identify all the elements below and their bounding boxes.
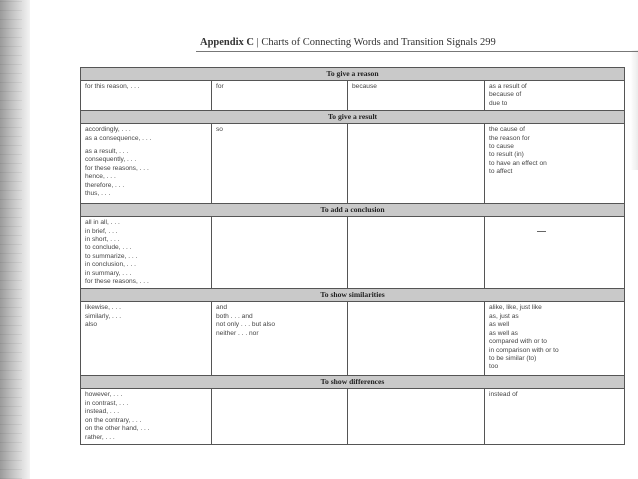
transition-signals-cell xyxy=(81,81,212,111)
list-item: in brief, . . . xyxy=(85,227,118,235)
subordinators-cell xyxy=(348,81,485,111)
appendix-label: Appendix C xyxy=(200,37,254,48)
coordinators-cell xyxy=(212,389,348,444)
list-item: and xyxy=(216,304,228,312)
section-heading-row xyxy=(81,111,625,124)
list-item: instead, . . . xyxy=(85,408,120,416)
list-item: to affect xyxy=(489,168,513,176)
section-heading: To give a result xyxy=(81,111,625,124)
list-item: as a result, . . . xyxy=(85,148,129,156)
list-item: thus, . . . xyxy=(85,190,111,198)
list-item: too xyxy=(489,363,499,371)
page-header xyxy=(200,37,638,51)
coordinators-cell xyxy=(212,124,348,204)
list-item: similarly, . . . xyxy=(85,312,122,320)
list-item: also xyxy=(85,321,98,329)
list-item: to result (in) xyxy=(489,151,524,159)
list-item: for this reason, . . . xyxy=(85,83,140,90)
list-item: to conclude, . . . xyxy=(85,244,132,252)
coordinators-cell xyxy=(212,217,348,289)
section-body-row xyxy=(81,217,625,289)
list-item: not only . . . but also xyxy=(216,321,276,329)
list-item: in comparison with or to xyxy=(489,346,559,354)
list-item: as a consequence, . . . xyxy=(85,134,152,142)
list-item: in summary, . . . xyxy=(85,269,132,277)
list-item: hence, . . . xyxy=(85,173,116,181)
list-item: alike, like, just like xyxy=(489,304,542,312)
section-body-row xyxy=(81,124,625,204)
book-page-edges xyxy=(0,0,22,479)
list-item: as a result of xyxy=(489,83,527,90)
list-item: as well xyxy=(489,321,510,329)
list-item: accordingly, . . . xyxy=(85,126,131,134)
others-cell xyxy=(485,81,625,111)
section-body-row xyxy=(81,389,625,444)
list-item: in contrast, . . . xyxy=(85,399,129,407)
header-rule xyxy=(196,51,638,52)
connecting-words-table xyxy=(80,67,625,445)
list-item: the reason for xyxy=(489,134,530,142)
transition-signals-cell xyxy=(81,217,212,289)
section-heading-row xyxy=(81,376,625,389)
subordinators-cell xyxy=(348,217,485,289)
list-item: to cause xyxy=(489,143,514,151)
list-item: because of xyxy=(489,91,522,99)
list-item: likewise, . . . xyxy=(85,304,121,312)
list-item: the cause of xyxy=(489,126,525,134)
list-item: compared with or to xyxy=(489,338,547,346)
section-heading-row xyxy=(81,68,625,81)
list-item: to summarize, . . . xyxy=(85,252,138,260)
others-cell xyxy=(485,389,625,444)
list-item: however, . . . xyxy=(85,391,123,399)
section-heading: To show differences xyxy=(81,376,625,389)
transition-signals-cell xyxy=(81,389,212,444)
list-item: all in all, . . . xyxy=(85,219,120,227)
coordinators-cell xyxy=(212,81,348,111)
list-item: to be similar (to) xyxy=(489,354,537,362)
list-item: so xyxy=(216,126,223,134)
list-item: in short, . . . xyxy=(85,236,120,244)
list-item: instead of xyxy=(489,391,518,399)
list-item: because xyxy=(352,83,377,90)
dash-mark xyxy=(537,231,546,232)
section-heading: To show similarities xyxy=(81,289,625,302)
subordinators-cell xyxy=(348,302,485,376)
list-item: for these reasons, . . . xyxy=(85,278,149,286)
list-item: in conclusion, . . . xyxy=(85,261,136,269)
list-item: to have an effect on xyxy=(489,159,547,167)
header-separator: | xyxy=(256,37,259,48)
list-item: as, just as xyxy=(489,312,519,320)
section-heading: To give a reason xyxy=(81,68,625,81)
list-item: both . . . and xyxy=(216,312,253,320)
others-cell xyxy=(485,302,625,376)
section-heading-row xyxy=(81,204,625,217)
section-body-row xyxy=(81,81,625,111)
list-item: neither . . . nor xyxy=(216,329,259,337)
list-item: for these reasons, . . . xyxy=(85,164,149,172)
section-heading: To add a conclusion xyxy=(81,204,625,217)
subordinators-cell xyxy=(348,124,485,204)
others-cell xyxy=(485,124,625,204)
coordinators-cell xyxy=(212,302,348,376)
page-edge-shadow xyxy=(630,50,638,170)
list-item: for xyxy=(216,83,224,90)
page-number: 299 xyxy=(479,37,496,48)
header-title: Charts of Connecting Words and Transition Signals xyxy=(261,37,478,48)
list-item: rather, . . . xyxy=(85,433,115,441)
list-item: on the other hand, . . . xyxy=(85,425,150,433)
list-item: consequently, . . . xyxy=(85,156,137,164)
list-item: therefore, . . . xyxy=(85,181,125,189)
transition-signals-cell xyxy=(81,124,212,204)
list-item: as well as xyxy=(489,329,518,337)
subordinators-cell xyxy=(348,389,485,444)
list-item: on the contrary, . . . xyxy=(85,416,142,424)
section-body-row xyxy=(81,302,625,376)
transition-signals-cell xyxy=(81,302,212,376)
others-cell xyxy=(485,217,625,289)
list-item: due to xyxy=(489,99,508,107)
section-heading-row xyxy=(81,289,625,302)
